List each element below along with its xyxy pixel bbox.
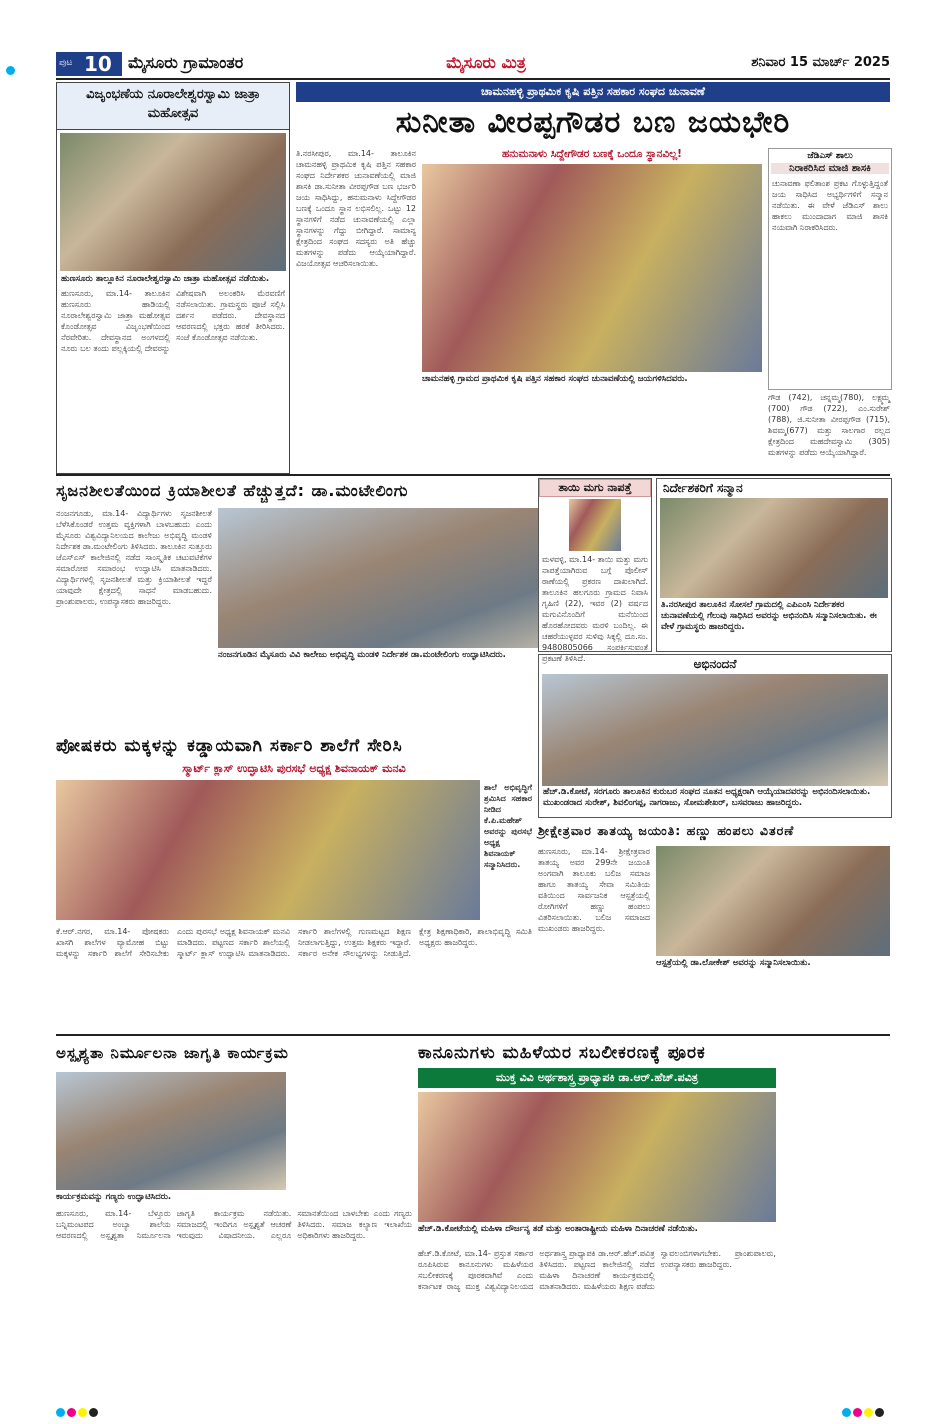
laws-headline: ಕಾನೂನುಗಳು ಮಹಿಳೆಯರ ಸಬಲೀಕರಣಕ್ಕೆ ಪೂರಕ <box>418 1043 706 1063</box>
fruits-photo <box>656 846 890 956</box>
congrats-story <box>538 654 892 818</box>
laws-side-column <box>782 1072 890 1388</box>
congrats-headline: ಅಭಿನಂದನೆ <box>693 657 737 671</box>
jatra-photo <box>60 133 286 271</box>
creativity-headline: ಸೃಜನಶೀಲತೆಯಿಂದ ಕ್ರಿಯಾಶೀಲತೆ ಹೆಚ್ಚುತ್ತದೆ: ಡಾ.ಮಂಟೇಲಿಂಗು <box>56 481 409 500</box>
sunitha-sidebox <box>768 148 892 390</box>
registration-marks <box>6 60 18 79</box>
sidebox-body: ಚುನಾವಣಾ ಫಲಿತಾಂಶ ಪ್ರಕಟ ಗೊಳ್ಳುತ್ತಿದ್ದಂತೆ ಜಯ ಸಾಧಿಸಿದ ಅಭ್ಯರ್ಥಿಗಳಿಗೆ ಸನ್ಮಾನ ನಡೆಯಿತು. ಈ ವೇಳೆ ಜೆಡಿಎಸ್ ಶಾಲು ಹಾಕಲು ಮುಂದಾದಾಗ ಮಾಜಿ ಶಾಸಕಿ ನಯವಾಗಿ ನಿರಾಕರಿಸಿದರು. <box>772 179 888 232</box>
jatra-story <box>56 82 290 474</box>
parents-story <box>56 732 532 1032</box>
parents-photo <box>56 780 480 920</box>
missing-story <box>538 478 652 663</box>
missing-body: ಮಳವಳ್ಳಿ, ಮಾ.14- ತಾಯಿ ಮತ್ತು ಮಗು ನಾಪತ್ತೆಯಾಗಿರುವ ಬಗ್ಗೆ ಪೊಲೀಸ್ ಠಾಣೆಯಲ್ಲಿ ಪ್ರಕರಣ ದಾಖಲಾಗಿದೆ. ತಾಲೂಕಿನ ಹಲಗೂರು ಗ್ರಾಮದ ನಿವಾಸಿ ಗೃಹಿಣಿ (22), ಇವರ (2) ವರ್ಷದ ಮಗುವಿನೊಂದಿಗೆ ಮನೆಯಿಂದ ಹೊರಹೋದವರು ಮರಳಿ ಬಂದಿಲ್ಲ. ಈ ಚಹರೆಯುಳ್ಳವರ ಸುಳಿವು ಸಿಕ್ಕಲ್ಲಿ ದೂ.ಸಂ. 9480805066 ಸಂಪರ್ಕಿಸುವಂತೆ ಪ್ರಕಟಣೆ ತಿಳಿಸಿದೆ. <box>542 555 648 663</box>
laws-subhead: ಮುಕ್ತ ವಿವಿ ಅರ್ಥಶಾಸ್ತ್ರ ಪ್ರಾಧ್ಯಾಪಕಿ ಡಾ.ಆರ್.ಹೆಚ್.ಪವಿತ್ರ <box>418 1068 776 1088</box>
untouchability-photo <box>56 1072 286 1190</box>
jatra-caption: ಹುಣಸೂರು ತಾಲ್ಲೂಕಿನ ನೂರಾಲೇಶ್ವರಸ್ವಾಮಿ ಜಾತ್ರಾ ಮಹೋತ್ಸವ ನಡೆಯಿತು. <box>61 274 270 284</box>
page-number-badge <box>56 52 122 76</box>
director-photo <box>660 498 888 598</box>
page-number: 10 <box>84 52 112 76</box>
laws-body: ಹೆಚ್.ಡಿ.ಕೋಟೆ, ಮಾ.14- ಪ್ರಸ್ತುತ ಸರ್ಕಾರ ರೂಪಿಸಿರುವ ಕಾನೂನುಗಳು ಮಹಿಳೆಯರ ಸಬಲೀಕರಣಕ್ಕೆ ಪೂರಕವಾಗಿವೆ ಎಂದು ಕರ್ನಾಟಕ ರಾಜ್ಯ ಮುಕ್ತ ವಿಶ್ವವಿದ್ಯಾನಿಲಯದ ಅರ್ಥಶಾಸ್ತ್ರ ಪ್ರಾಧ್ಯಾಪಕಿ ಡಾ.ಆರ್.ಹೆಚ್.ಪವಿತ್ರ ತಿಳಿಸಿದರು. ಪಟ್ಟಣದ ಕಾಲೇಜಿನಲ್ಲಿ ನಡೆದ ಮಹಿಳಾ ದಿನಾಚರಣೆ ಕಾರ್ಯಕ್ರಮದಲ್ಲಿ ಮಾತನಾಡಿದರು. ಮಹಿಳೆಯರು ಶಿಕ್ಷಣ ಪಡೆದು ಸ್ವಾವಲಂಬಿಗಳಾಗಬೇಕು. ಪ್ರಾಂಶುಪಾಲರು, ಉಪನ್ಯಾಸಕರು ಹಾಜರಿದ್ದರು. <box>418 1249 776 1291</box>
fruits-headline: ಶ್ರೀಕ್ಷೇತ್ರವಾರ ತಾತಯ್ಯ ಜಯಂತಿ: ಹಣ್ಣು ಹಂಪಲು ವಿತರಣೆ <box>538 823 795 838</box>
untouchability-headline: ಅಸ್ಪೃಶ್ಯತಾ ನಿರ್ಮೂಲನಾ ಜಾಗೃತಿ ಕಾರ್ಯಕ್ರಮ <box>56 1044 289 1062</box>
issue-date: ಶನಿವಾರ 15 ಮಾರ್ಚ್ 2025 <box>751 55 890 70</box>
missing-headline: ತಾಯಿ ಮಗು ನಾಪತ್ತೆ <box>539 479 651 497</box>
fruits-body-more <box>656 974 890 1030</box>
sunitha-subhead: ಹನುಮನಾಳು ಸಿದ್ದೇಗೌಡರ ಬಣಕ್ಕೆ ಒಂದೂ ಸ್ಥಾನವಿಲ್ಲ! <box>502 148 682 160</box>
untouchability-story <box>56 1038 412 1390</box>
divider <box>56 474 890 476</box>
sunitha-headline: ಸುನೀತಾ ವೀರಪ್ಪಗೌಡರ ಬಣ ಜಯಭೇರಿ <box>395 105 791 140</box>
sunitha-body: ತಿ.ನರಸೀಪುರ, ಮಾ.14- ತಾಲೂಕಿನ ಚಾಮನಹಳ್ಳಿ ಪ್ರಾಥಮಿಕ ಕೃಷಿ ಪತ್ತಿನ ಸಹಕಾರ ಸಂಘದ ನಿರ್ದೇಶಕರ ಚುನಾವಣೆಯಲ್ಲಿ ಮಾಜಿ ಶಾಸಕಿ ಡಾ.ಸುನೀತಾ ವೀರಪ್ಪಗೌಡ ಬಣ ಭರ್ಜರಿ ಜಯ ಸಾಧಿಸಿದ್ದು, ಹನುಮನಾಳು ಸಿದ್ದೇಗೌಡರ ಬಣಕ್ಕೆ ಒಂದೂ ಸ್ಥಾನ ಲಭಿಸಲಿಲ್ಲ. ಒಟ್ಟು 12 ಸ್ಥಾನಗಳಿಗೆ ನಡೆದ ಚುನಾವಣೆಯಲ್ಲಿ ಎಲ್ಲಾ ಸ್ಥಾನಗಳನ್ನು ಗೆದ್ದು ಬೀಗಿದ್ದಾರೆ. ಸಾಮಾನ್ಯ ಕ್ಷೇತ್ರದಿಂದ ಸಂಘದ ಸದಸ್ಯರು ಅತಿ ಹೆಚ್ಚು ಮತಗಳನ್ನು ಪಡೆದು ಆಯ್ಕೆಯಾಗಿದ್ದಾರೆ. ವಿಜಯೋತ್ಸವ ಆಚರಿಸಲಾಯಿತು. <box>296 149 416 268</box>
sidebox-title: ಜೆಡಿಎಸ್ ಶಾಲು <box>807 151 853 161</box>
parents-body: ಕೆ.ಆರ್.ನಗರ, ಮಾ.14- ಪೋಷಕರು ಖಾಸಗಿ ಶಾಲೆಗಳ ವ್ಯಾಮೋಹ ಬಿಟ್ಟು ಮಕ್ಕಳನ್ನು ಸರ್ಕಾರಿ ಶಾಲೆಗೆ ಸೇರಿಸಬೇಕು ಎಂದು ಪುರಸಭೆ ಅಧ್ಯಕ್ಷ ಶಿವನಾಯಕ್ ಮನವಿ ಮಾಡಿದರು. ಪಟ್ಟಣದ ಸರ್ಕಾರಿ ಶಾಲೆಯಲ್ಲಿ ಸ್ಮಾರ್ಟ್ ಕ್ಲಾಸ್ ಉದ್ಘಾಟಿಸಿ ಮಾತನಾಡಿದರು. ಸರ್ಕಾರಿ ಶಾಲೆಗಳಲ್ಲಿ ಗುಣಮಟ್ಟದ ಶಿಕ್ಷಣ ನೀಡಲಾಗುತ್ತಿದ್ದು, ಉತ್ತಮ ಶಿಕ್ಷಕರು ಇದ್ದಾರೆ. ಸರ್ಕಾರ ಅನೇಕ ಸೌಲಭ್ಯಗಳನ್ನು ನೀಡುತ್ತಿದೆ. ಕ್ಷೇತ್ರ ಶಿಕ್ಷಣಾಧಿಕಾರಿ, ಶಾಲಾಭಿವೃದ್ಧಿ ಸಮಿತಿ ಅಧ್ಯಕ್ಷರು ಹಾಜರಿದ್ದರು. <box>56 927 532 958</box>
untouchability-caption: ಕಾರ್ಯಕ್ರಮವನ್ನು ಗಣ್ಯರು ಉದ್ಘಾಟಿಸಿದರು. <box>56 1192 172 1202</box>
sunitha-caption: ಚಾಮನಹಳ್ಳಿ ಗ್ರಾಮದ ಪ್ರಾಥಮಿಕ ಕೃಷಿ ಪತ್ತಿನ ಸಹಕಾರ ಸಂಘದ ಚುನಾವಣೆಯಲ್ಲಿ ಜಯಗಳಿಸಿದವರು. <box>422 374 688 384</box>
laws-story <box>418 1038 890 1390</box>
sunitha-photo <box>422 164 762 372</box>
page-label: ಪುಟ <box>59 58 73 68</box>
creativity-body: ನಂಜನಗೂಡು, ಮಾ.14- ವಿದ್ಯಾರ್ಥಿಗಳು ಸೃಜನಶೀಲತೆ ಬೆಳೆಸಿಕೊಂಡರೆ ಉತ್ತಮ ವ್ಯಕ್ತಿಗಳಾಗಿ ಬಾಳಬಹುದು ಎಂದು ಮೈಸೂರು ವಿಶ್ವವಿದ್ಯಾನಿಲಯದ ಕಾಲೇಜು ಅಭಿವೃದ್ಧಿ ಮಂಡಳಿ ನಿರ್ದೇಶಕ ಡಾ.ಮಂಟೇಲಿಂಗು ತಿಳಿಸಿದರು. ತಾಲೂಕಿನ ಸುತ್ತೂರು ಜೆಎಸ್‌ಎಸ್ ಕಾಲೇಜಿನಲ್ಲಿ ನಡೆದ ಸಾಂಸ್ಕೃತಿಕ ಚಟುವಟಿಕೆಗಳ ಸಮಾರೋಪ ಸಮಾರಂಭ ಉದ್ಘಾಟಿಸಿ ಮಾತನಾಡಿದರು. ವಿದ್ಯಾರ್ಥಿಗಳಲ್ಲಿ ಸೃಜನಶೀಲತೆ ಮತ್ತು ಕ್ರಿಯಾಶೀಲತೆ ಇದ್ದರೆ ಯಾವುದೇ ಕ್ಷೇತ್ರದಲ್ಲಿ ಸಾಧನೆ ಮಾಡಬಹುದು. ಪ್ರಾಂಶುಪಾಲರು, ಉಪನ್ಯಾಸಕರು ಹಾಜರಿದ್ದರು. <box>56 509 212 606</box>
registration-marks-bottom-right <box>842 1402 886 1421</box>
divider <box>56 1034 890 1036</box>
parents-headline: ಪೋಷಕರು ಮಕ್ಕಳನ್ನು ಕಡ್ಡಾಯವಾಗಿ ಸರ್ಕಾರಿ ಶಾಲೆಗೆ ಸೇರಿಸಿ <box>56 736 403 756</box>
registration-marks-bottom-left <box>56 1402 100 1421</box>
parents-side-note: ಶಾಲೆ ಅಭಿವೃದ್ಧಿಗೆ ಶ್ರಮಿಸಿದ ಸಹಕಾರ ನೀಡಿದ ಕೆ.ಪಿ.ಮಹೇಶ್ ಅವರನ್ನು ಪುರಸಭೆ ಅಧ್ಯಕ್ಷ ಶಿವನಾಯಕ್ ಸನ್ಮಾನಿಸಿದರು. <box>484 783 532 869</box>
sunitha-results: ಗೌಡ (742), ಚನ್ನಮ್ಮ(780), ಲಕ್ಷ್ಮಮ್ಮ (700) ಗೌಡ (722), ಎಂ.ಸುರೇಶ್ (788), ಜಿ.ಸುನೀತಾ ವೀರಪ್ಪಗೌಡ (715), ಶಿವಮ್ಮ(677) ಮತ್ತು ಸಾಲಗಾರ ರಲ್ಲದ ಕ್ಷೇತ್ರದಿಂದ ಮಹದೇವಸ್ವಾಮಿ (305) ಮತಗಳನ್ನು ಪಡೆದು ಆಯ್ಕೆಯಾಗಿದ್ದಾರೆ. <box>768 393 890 457</box>
laws-photo <box>418 1092 776 1222</box>
parents-subhead: ಸ್ಮಾರ್ಟ್ ಕ್ಲಾಸ್ ಉದ್ಘಾಟಿಸಿ ಪುರಸಭೆ ಅಧ್ಯಕ್ಷ ಶಿವನಾಯಕ್ ಮನವಿ <box>182 762 406 775</box>
untouchability-body: ಹುಣಸೂರು, ಮಾ.14- ಬೆಳ್ತೂರು ಬನ್ನಿಮಂಟಪದ ಅಂಬ್ಯಾ ಶಾಲೆಯ ಆವರಣದಲ್ಲಿ ಅಸ್ಪೃಶ್ಯತಾ ನಿರ್ಮೂಲನಾ ಜಾಗೃತಿ ಕಾರ್ಯಕ್ರಮ ನಡೆಯಿತು. ಸಮಾಜದಲ್ಲಿ ಇಂದಿಗೂ ಅಸ್ಪೃಶ್ಯತೆ ಆಚರಣೆ ಇರುವುದು ವಿಷಾದನೀಯ. ಎಲ್ಲರೂ ಸಮಾನತೆಯಿಂದ ಬಾಳಬೇಕು ಎಂದು ಗಣ್ಯರು ತಿಳಿಸಿದರು. ಸಮಾಜ ಕಲ್ಯಾಣ ಇಲಾಖೆಯ ಅಧಿಕಾರಿಗಳು ಹಾಜರಿದ್ದರು. <box>56 1209 412 1240</box>
creativity-caption: ನಂಜನಗೂಡಿನ ಮೈಸೂರು ವಿವಿ ಕಾಲೇಜು ಅಭಿವೃದ್ಧಿ ಮಂಡಳಿ ನಿರ್ದೇಶಕ ಡಾ.ಮಂಟೇಲಿಂಗು ಉದ್ಘಾಟಿಸಿದರು. <box>218 650 506 660</box>
sidebox-subtitle: ನಿರಾಕರಿಸಿದ ಮಾಜಿ ಶಾಸಕಿ <box>771 163 889 174</box>
sunitha-kicker: ಚಾಮನಹಳ್ಳಿ ಪ್ರಾಥಮಿಕ ಕೃಷಿ ಪತ್ತಿನ ಸಹಕಾರ ಸಂಘದ ಚುನಾವಣೆ <box>296 82 890 102</box>
creativity-story <box>56 478 610 728</box>
director-headline: ನಿರ್ದೇಶಕರಿಗೆ ಸನ್ಮಾನ <box>663 481 743 495</box>
congrats-photo <box>542 674 888 786</box>
section-title: ಮೈಸೂರು ಗ್ರಾಮಾಂತರ <box>128 53 244 72</box>
paper-name: ಮೈಸೂರು ಮಿತ್ರ <box>446 53 526 72</box>
sunitha-story <box>296 82 890 472</box>
congrats-caption: ಹೆಚ್.ಡಿ.ಕೋಟೆ, ಸರಗೂರು ತಾಲೂಕಿನ ಕುರುಬರ ಸಂಘದ ನೂತನ ಅಧ್ಯಕ್ಷರಾಗಿ ಆಯ್ಕೆಯಾದವರನ್ನು ಅಭಿನಂದಿಸಲಾಯಿತು. ಮುಖಂಡರಾದ ಸುರೇಶ್, ಶಿವಲಿಂಗಪ್ಪ, ನಾಗರಾಜು, ಸೋಮಶೇಖರ್, ಬಸವರಾಜು ಹಾಜರಿದ್ದರು. <box>543 787 871 808</box>
fruits-body: ಹುಣಸೂರು, ಮಾ.14- ಶ್ರೀಕ್ಷೇತ್ರವಾರ ತಾತಯ್ಯ ಅವರ 299ನೇ ಜಯಂತಿ ಅಂಗವಾಗಿ ತಾಲೂಕು ಬಲಿಜ ಸಮಾಜ ಹಾಗೂ ತಾತಯ್ಯ ಸೇವಾ ಸಮಿತಿಯ ವತಿಯಿಂದ ಸಾರ್ವಜನಿಕ ಆಸ್ಪತ್ರೆಯಲ್ಲಿ ರೋಗಿಗಳಿಗೆ ಹಣ್ಣು ಹಂಪಲು ವಿತರಿಸಲಾಯಿತು. ಬಲಿಜ ಸಮಾಜದ ಮುಖಂಡರು ಹಾಜರಿದ್ದರು. <box>538 847 650 933</box>
laws-caption: ಹೆಚ್.ಡಿ.ಕೋಟೆಯಲ್ಲಿ ಮಹಿಳಾ ದೌರ್ಜನ್ಯ ತಡೆ ಮತ್ತು ಅಂತಾರಾಷ್ಟ್ರೀಯ ಮಹಿಳಾ ದಿನಾಚರಣೆ ನಡೆಯಿತು. <box>418 1224 698 1234</box>
director-caption: ತಿ.ನರಸೀಪುರ ತಾಲೂಕಿನ ಸೋಸಲೆ ಗ್ರಾಮದಲ್ಲಿ ಎಪಿಎಂಸಿ ನಿರ್ದೇಶಕರ ಚುನಾವಣೆಯಲ್ಲಿ ಗೆಲುವು ಸಾಧಿಸಿದ ಅವರನ್ನು ಅಭಿನಂದಿಸಿ ಸನ್ಮಾನಿಸಲಾಯಿತು. ಈ ವೇಳೆ ಗ್ರಾಮಸ್ಥರು ಹಾಜರಿದ್ದರು. <box>661 600 877 632</box>
masthead <box>56 50 890 80</box>
jatra-body: ಹುಣಸೂರು, ಮಾ.14- ತಾಲೂಕಿನ ಹುಣಸೂರು ಹಾಡಿಯಲ್ಲಿ ನೂರಾಲೇಶ್ವರಸ್ವಾಮಿ ಜಾತ್ರಾ ಮಹೋತ್ಸವ ಕೊಂಡೋತ್ಸವ ವಿಜೃಂಭಣೆಯಿಂದ ನೆರವೇರಿತು. ದೇವಸ್ಥಾನದ ಅಂಗಳದಲ್ಲಿ ನೂರು ಬಲ ತಂದು ಪಲ್ಲಕ್ಕಿಯಲ್ಲಿ ದೇವರನ್ನು ವಿಶೇಷವಾಗಿ ಅಲಂಕರಿಸಿ ಮೆರವಣಿಗೆ ನಡೆಸಲಾಯಿತು. ಗ್ರಾಮಸ್ಥರು ಪೂಜೆ ಸಲ್ಲಿಸಿ ದರ್ಶನ ಪಡೆದರು. ದೇವಸ್ಥಾನದ ಆವರಣದಲ್ಲಿ ಭಕ್ತರು ಹರಕೆ ತೀರಿಸಿದರು. ಸಂಜೆ ಕೊಂಡೋತ್ಸವ ನಡೆಯಿತು. <box>61 289 285 353</box>
director-story <box>656 478 892 652</box>
fruits-story <box>538 820 890 1032</box>
jatra-headline: ವಿಜೃಂಭಣೆಯ ನೂರಾಲೇಶ್ವರಸ್ವಾಮಿ ಜಾತ್ರಾ ಮಹೋತ್ಸವ <box>57 83 289 130</box>
fruits-caption: ಆಸ್ಪತ್ರೆಯಲ್ಲಿ ಡಾ.ಲೋಕೇಶ್ ಅವರನ್ನು ಸನ್ಮಾನಿಸಲಾಯಿತು. <box>656 958 811 968</box>
missing-photo <box>569 499 621 551</box>
